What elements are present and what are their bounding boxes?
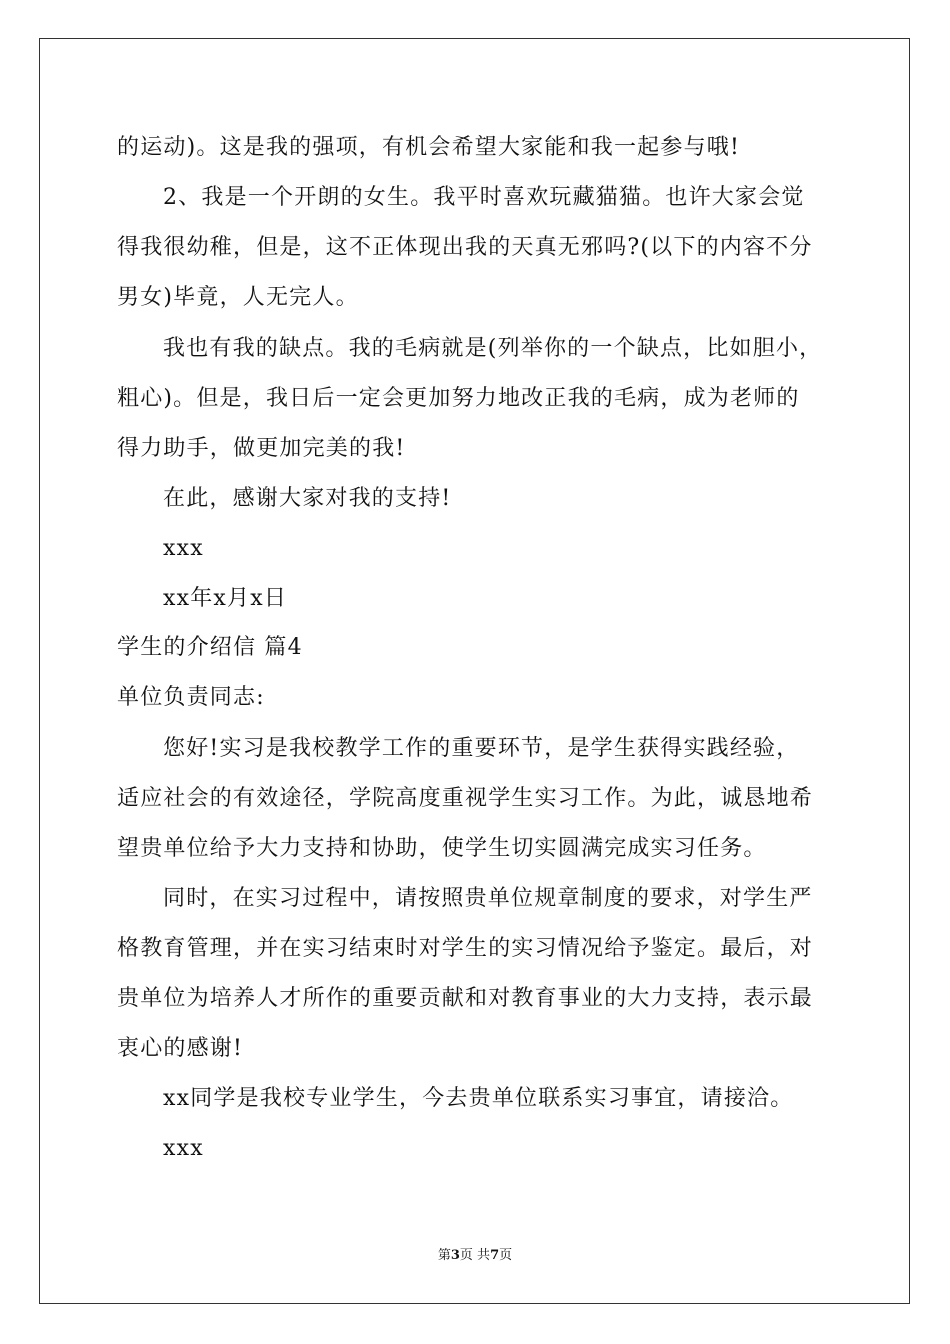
text-line: 衷心的感谢!: [117, 1036, 244, 1061]
section-heading: 学生的介绍信 篇4: [117, 635, 303, 660]
signature-name: xxx: [163, 1136, 204, 1161]
text-line: 望贵单位给予大力支持和协助，使学生切实圆满完成实习任务。: [117, 836, 767, 861]
signature-date: xx年x月x日: [163, 586, 288, 611]
page-border: [39, 38, 910, 1304]
text-line: 在此，感谢大家对我的支持!: [163, 486, 452, 511]
text-line: 2、我是一个开朗的女生。我平时喜欢玩藏猫猫。也许大家会觉: [163, 185, 805, 210]
signature-name: xxx: [163, 536, 204, 561]
text-line: 得力助手，做更加完美的我!: [117, 436, 406, 461]
text-line: 格教育管理，并在实习结束时对学生的实习情况给予鉴定。最后，对: [117, 936, 814, 961]
text-line: 我也有我的缺点。我的毛病就是(列举你的一个缺点，比如胆小，: [163, 336, 823, 361]
text-line: 同时，在实习过程中，请按照贵单位规章制度的要求，对学生严: [163, 886, 813, 911]
text-line: 您好!实习是我校教学工作的重要环节，是学生获得实践经验，: [163, 736, 800, 761]
text-line: 得我很幼稚，但是，这不正体现出我的天真无邪吗?(以下的内容不分: [117, 235, 813, 260]
text-line: 粗心)。但是，我日后一定会更加努力地改正我的毛病，成为老师的: [117, 386, 800, 411]
text-line: 的运动)。这是我的强项，有机会希望大家能和我一起参与哦!: [117, 135, 741, 160]
text-line: 贵单位为培养人才所作的重要贡献和对教育事业的大力支持，表示最: [117, 986, 814, 1011]
text-line: 适应社会的有效途径，学院高度重视学生实习工作。为此，诚恳地希: [117, 786, 814, 811]
page-footer: [0, 1248, 950, 1264]
text-line: 男女)毕竟，人无完人。: [117, 285, 359, 310]
footer-mid: 页 共: [459, 1248, 491, 1263]
footer-page-total: 7: [490, 1248, 500, 1263]
footer-page-current: 3: [450, 1248, 460, 1263]
salutation: 单位负责同志:: [117, 685, 265, 710]
footer-prefix: 第: [437, 1248, 451, 1263]
footer-suffix: 页: [499, 1248, 513, 1263]
text-line: xx同学是我校专业学生，今去贵单位联系实习事宜，请接洽。: [163, 1086, 794, 1111]
